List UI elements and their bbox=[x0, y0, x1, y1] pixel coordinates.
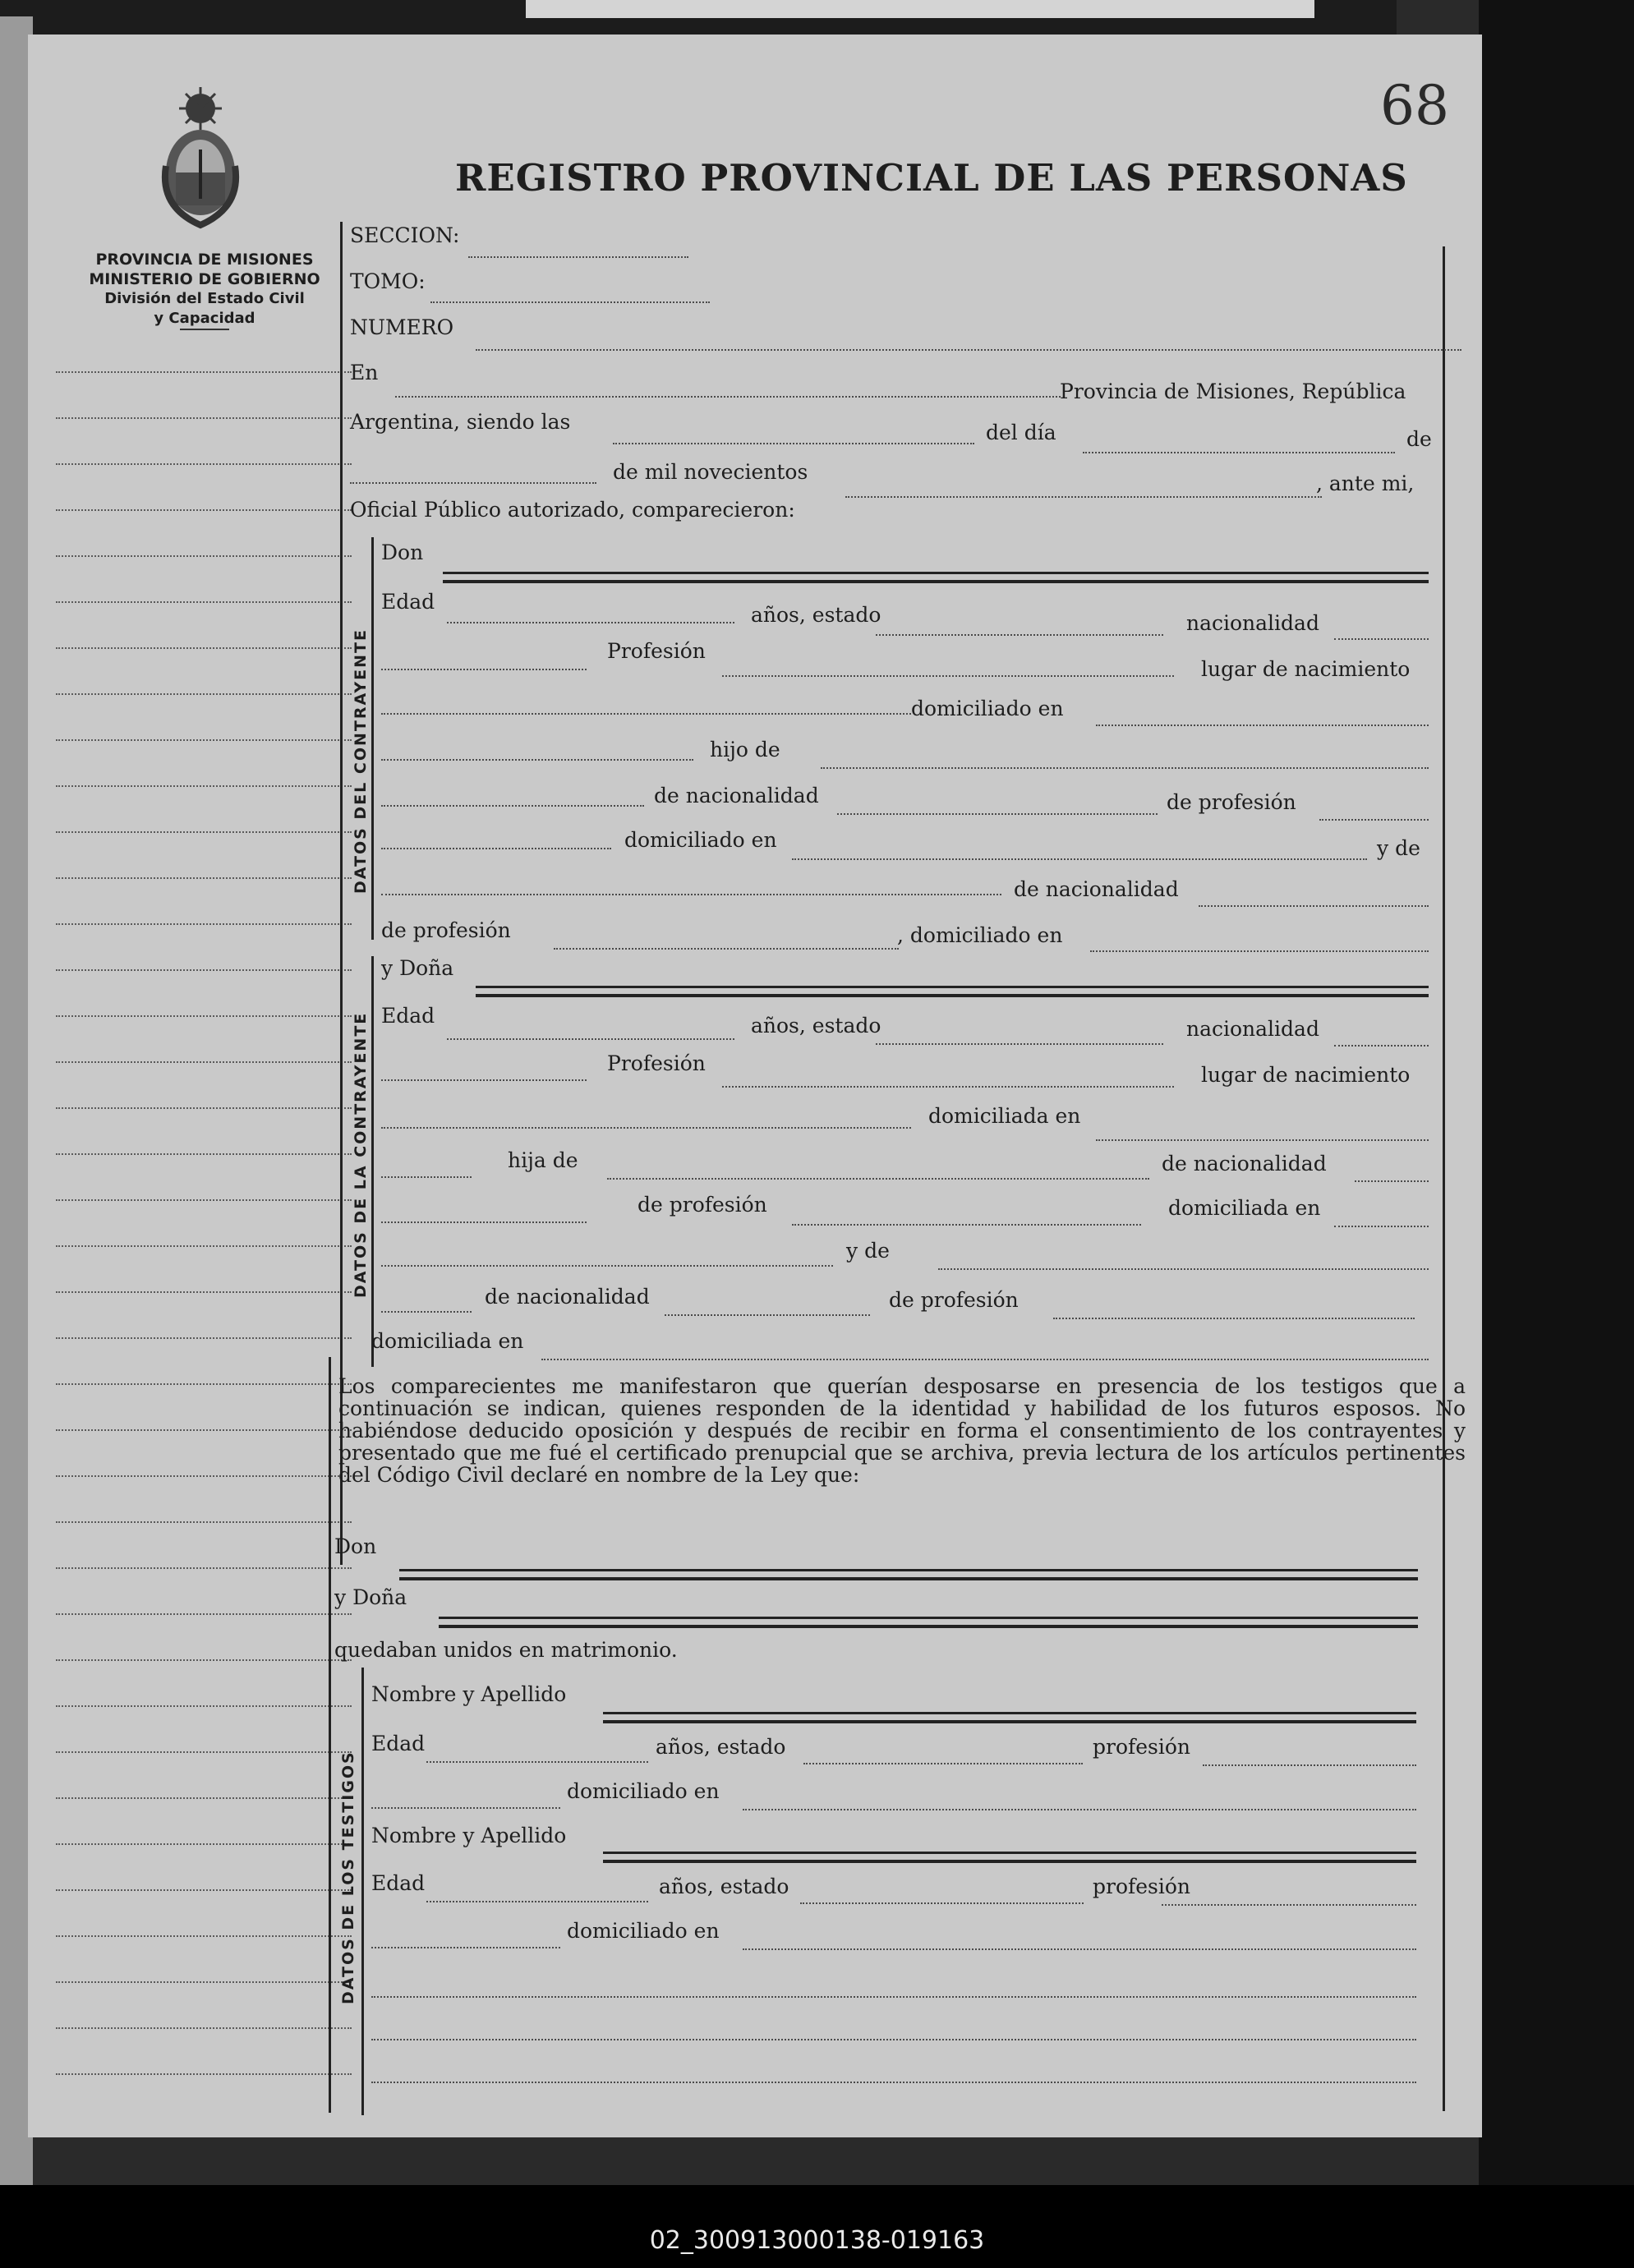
domiciliada2-label: domiciliada en bbox=[1168, 1196, 1321, 1220]
padre-cont-field[interactable] bbox=[381, 805, 644, 807]
padre-nac-field[interactable] bbox=[837, 813, 1158, 815]
margin-rule bbox=[56, 1797, 352, 1799]
madre2-nac-field[interactable] bbox=[665, 1314, 870, 1316]
page-top-strip bbox=[526, 0, 1314, 18]
edad-label: Edad bbox=[381, 590, 435, 614]
domiciliada-label: domiciliada en bbox=[928, 1104, 1081, 1128]
padre2-prof-field[interactable] bbox=[792, 1224, 1141, 1226]
de-profesion-label: de profesión bbox=[1167, 790, 1296, 814]
side-label-contrayente: DATOS DEL CONTRAYENTE bbox=[352, 628, 370, 894]
page-number: 68 bbox=[1380, 74, 1449, 137]
extra-line-1[interactable] bbox=[371, 1996, 1416, 1998]
union-dona-underline bbox=[439, 1625, 1418, 1628]
lugar2-label: lugar de nacimiento bbox=[1201, 1063, 1411, 1087]
lugar2-field[interactable] bbox=[381, 1127, 911, 1129]
padre-dom-field[interactable] bbox=[792, 858, 1367, 860]
testigo1-estado-field[interactable] bbox=[803, 1763, 1083, 1764]
testigo1-domiciliado-label: domiciliado en bbox=[567, 1779, 720, 1803]
de-profesion2-label: de profesión bbox=[381, 918, 511, 942]
de-nacionalidad3-label: de nacionalidad bbox=[1162, 1152, 1327, 1175]
province-label: PROVINCIA DE MISIONES bbox=[95, 251, 314, 269]
seccion-label: SECCION: bbox=[350, 223, 460, 247]
tomo-field[interactable] bbox=[430, 301, 710, 303]
don-underline bbox=[443, 580, 1429, 583]
domiciliada3-label: domiciliada en bbox=[371, 1329, 524, 1353]
hijo-pre-field[interactable] bbox=[381, 759, 693, 761]
margin-rule bbox=[56, 371, 352, 373]
tomo-label: TOMO: bbox=[350, 269, 426, 293]
dia-field[interactable] bbox=[1083, 452, 1395, 453]
union-dona-field[interactable] bbox=[439, 1617, 1418, 1619]
padre-prof-cont-field[interactable] bbox=[381, 848, 611, 849]
margin-rule bbox=[56, 647, 352, 649]
en-label: En bbox=[350, 361, 379, 384]
nacionalidad2-label: nacionalidad bbox=[1186, 1017, 1319, 1041]
side-label-contrayente2: DATOS DE LA CONTRAYENTE bbox=[352, 1011, 370, 1298]
union-don-label: Don bbox=[334, 1534, 377, 1558]
y-de-label: y de bbox=[1377, 836, 1420, 860]
estado-label: años, estado bbox=[751, 603, 881, 627]
estado-field[interactable] bbox=[876, 634, 1163, 636]
madre2-dom-field[interactable] bbox=[541, 1359, 1429, 1360]
padre2-dom-field[interactable] bbox=[1334, 1226, 1429, 1227]
testigo1-nombre-field[interactable] bbox=[603, 1712, 1416, 1714]
margin-rule bbox=[56, 601, 352, 603]
testigo2-dom-field[interactable] bbox=[743, 1948, 1416, 1950]
hijo-de-label: hijo de bbox=[710, 738, 780, 761]
domiciliado3-label: , domiciliado en bbox=[897, 923, 1063, 947]
margin-rule bbox=[56, 693, 352, 695]
de-nacionalidad2-label: de nacionalidad bbox=[1014, 877, 1179, 901]
profesion-pre-field[interactable] bbox=[381, 669, 587, 670]
mil-label: de mil novecientos bbox=[613, 460, 808, 484]
en-field[interactable] bbox=[395, 396, 1061, 398]
margin-rule bbox=[56, 923, 352, 925]
bracket-contrayente bbox=[371, 537, 374, 940]
numero-label: NUMERO bbox=[350, 315, 454, 339]
don-label: Don bbox=[381, 541, 424, 564]
margin-rule bbox=[56, 1843, 352, 1845]
margin-rule bbox=[56, 2027, 352, 2029]
padre2-dom-cont-field[interactable] bbox=[381, 1265, 833, 1267]
de-label: de bbox=[1406, 427, 1432, 451]
profesion-field[interactable] bbox=[722, 675, 1174, 677]
margin-rule bbox=[56, 1337, 352, 1339]
profesion-label: Profesión bbox=[607, 639, 706, 663]
testigo2-edad-field[interactable] bbox=[426, 1901, 648, 1902]
ministry-label: MINISTERIO DE GOBIERNO bbox=[89, 270, 320, 288]
y-de2-label: y de bbox=[846, 1239, 890, 1263]
madre2-field[interactable] bbox=[938, 1268, 1429, 1270]
lugar-label: lugar de nacimiento bbox=[1201, 657, 1411, 681]
margin-rule bbox=[56, 1659, 352, 1661]
bracket-testigos bbox=[361, 1668, 364, 2115]
frame-left-rule bbox=[340, 222, 343, 1565]
testigo1-profesion-field[interactable] bbox=[1203, 1764, 1416, 1766]
dona-underline bbox=[476, 994, 1429, 997]
mes-field[interactable] bbox=[350, 482, 596, 484]
edad2-field[interactable] bbox=[447, 1038, 734, 1040]
margin-rule bbox=[56, 2073, 352, 2075]
margin-rule bbox=[56, 1245, 352, 1247]
edad2-label: Edad bbox=[381, 1004, 435, 1028]
margin-rule bbox=[56, 1015, 352, 1017]
margin-rule bbox=[56, 1061, 352, 1063]
hija-pre-field[interactable] bbox=[381, 1176, 472, 1178]
margin-rule bbox=[56, 1935, 352, 1937]
testigo2-estado-label: años, estado bbox=[659, 1875, 789, 1898]
margin-rule bbox=[56, 1521, 352, 1523]
padre2-cont-field[interactable] bbox=[381, 1221, 587, 1223]
profesion2-label: Profesión bbox=[607, 1051, 706, 1075]
margin-rule bbox=[56, 969, 352, 971]
testigo1-dom-field[interactable] bbox=[743, 1809, 1416, 1810]
estado2-label: años, estado bbox=[751, 1014, 881, 1037]
margin-rule bbox=[56, 463, 352, 465]
provincia-label: Provincia de Misiones, República bbox=[1060, 380, 1406, 403]
numero-field[interactable] bbox=[476, 349, 1461, 351]
seccion-field[interactable] bbox=[468, 256, 688, 258]
margin-ruled-lines bbox=[56, 35, 352, 2121]
argentina-label: Argentina, siendo las bbox=[350, 410, 571, 434]
madre-nac-field[interactable] bbox=[1199, 905, 1429, 907]
nacionalidad-field[interactable] bbox=[1334, 638, 1429, 640]
quedaban-label: quedaban unidos en matrimonio. bbox=[334, 1638, 678, 1662]
estado2-field[interactable] bbox=[876, 1043, 1163, 1045]
madre-dom-field[interactable] bbox=[1090, 950, 1429, 952]
madre-prof-field[interactable] bbox=[554, 948, 899, 950]
capacity-label: y Capacidad bbox=[154, 310, 255, 327]
margin-rule bbox=[56, 1475, 352, 1477]
domicilio-field[interactable] bbox=[1096, 725, 1429, 726]
union-don-field[interactable] bbox=[399, 1569, 1418, 1571]
margin-rule bbox=[56, 1567, 352, 1569]
padre-field[interactable] bbox=[821, 767, 1429, 769]
testigo2-nombre-field[interactable] bbox=[603, 1852, 1416, 1854]
padre2-nac-field[interactable] bbox=[1355, 1180, 1429, 1182]
margin-rule bbox=[56, 1107, 352, 1109]
margin-rule bbox=[56, 1291, 352, 1293]
division-label: División del Estado Civil bbox=[104, 290, 305, 307]
testigo2-profesion-field[interactable] bbox=[1162, 1904, 1416, 1906]
margin-rule bbox=[56, 1981, 352, 1983]
de-nacionalidad4-label: de nacionalidad bbox=[485, 1285, 650, 1309]
margin-rule bbox=[56, 555, 352, 557]
dona-field[interactable] bbox=[476, 986, 1429, 988]
declaration-paragraph: Los comparecientes me manifestaron que querían desposarse en presencia de los testigos que a continuación se indican, quienes responden de la identidad y habilidad de los futuros esposos. No habiéndose deducido oposición y después de recibir en forma el consentimiento de los contrayentes y presentado que me fué el certificado prenupcial que se archiva, previa lectura de los artículos pertinentes del Código Civil declaré en nombre de la Ley que: bbox=[338, 1374, 1466, 1487]
margin-rule bbox=[56, 739, 352, 741]
margin-rule bbox=[56, 877, 352, 879]
de-profesion4-label: de profesión bbox=[889, 1288, 1019, 1312]
testigo1-profesion-label: profesión bbox=[1093, 1735, 1191, 1759]
nacionalidad2-field[interactable] bbox=[1334, 1045, 1429, 1047]
y-dona-label: y Doña bbox=[381, 956, 454, 980]
register-page bbox=[28, 35, 1482, 2137]
padre-prof-field[interactable] bbox=[1319, 819, 1429, 821]
domiciliado2-label: domiciliado en bbox=[624, 828, 777, 852]
profesion2-pre-field[interactable] bbox=[381, 1079, 587, 1081]
edad-field[interactable] bbox=[447, 622, 734, 623]
madre-field[interactable] bbox=[381, 894, 1001, 895]
lugar-field[interactable] bbox=[381, 713, 911, 715]
background-right bbox=[1479, 0, 1634, 2268]
frame-left-rule-lower bbox=[329, 1357, 331, 2113]
del-dia-label: del día bbox=[986, 421, 1056, 444]
padre2-field[interactable] bbox=[607, 1178, 1149, 1180]
oficial-label: Oficial Público autorizado, comparecieron: bbox=[350, 498, 795, 522]
domicilio2-field[interactable] bbox=[1096, 1139, 1429, 1141]
madre2-pre-field[interactable] bbox=[381, 1311, 472, 1313]
margin-rule bbox=[56, 509, 352, 511]
bracket-contrayente2 bbox=[371, 956, 374, 1367]
testigo2-pre-dom-field[interactable] bbox=[371, 1947, 560, 1948]
margin-rule bbox=[56, 785, 352, 787]
profesion2-field[interactable] bbox=[722, 1086, 1174, 1088]
margin-rule bbox=[56, 417, 352, 419]
anio-field[interactable] bbox=[845, 496, 1322, 498]
testigo2-nombre-underline bbox=[603, 1860, 1416, 1863]
domiciliado-label: domiciliado en bbox=[911, 697, 1064, 720]
testigo2-domiciliado-label: domiciliado en bbox=[567, 1919, 720, 1943]
testigo1-pre-dom-field[interactable] bbox=[371, 1807, 560, 1809]
testigo1-nombre-label: Nombre y Apellido bbox=[371, 1682, 567, 1706]
nacionalidad-label: nacionalidad bbox=[1186, 611, 1319, 635]
file-caption: 02_300913000138-019163 bbox=[649, 2226, 985, 2255]
margin-rule bbox=[56, 1889, 352, 1891]
margin-rule bbox=[56, 1383, 352, 1385]
extra-line-3[interactable] bbox=[371, 2082, 1416, 2083]
margin-rule bbox=[56, 831, 352, 833]
side-label-testigos: DATOS DE LOS TESTIGOS bbox=[339, 1750, 357, 2004]
margin-rule bbox=[56, 1153, 352, 1155]
don-field[interactable] bbox=[443, 572, 1429, 574]
testigo1-estado-label: años, estado bbox=[656, 1735, 786, 1759]
testigo1-nombre-underline bbox=[603, 1720, 1416, 1723]
de-nacionalidad-label: de nacionalidad bbox=[654, 784, 819, 807]
margin-rule bbox=[56, 1429, 352, 1431]
margin-rule bbox=[56, 1613, 352, 1615]
margin-rule bbox=[56, 1751, 352, 1753]
ante-mi-label: , ante mi, bbox=[1316, 472, 1415, 495]
testigo2-profesion-label: profesión bbox=[1093, 1875, 1191, 1898]
frame-right-rule bbox=[1443, 246, 1445, 2111]
extra-line-2[interactable] bbox=[371, 2039, 1416, 2040]
testigo1-edad-field[interactable] bbox=[426, 1761, 648, 1763]
de-profesion3-label: de profesión bbox=[637, 1193, 767, 1217]
hora-field[interactable] bbox=[613, 443, 974, 444]
page-title: REGISTRO PROVINCIAL DE LAS PERSONAS bbox=[455, 156, 1408, 200]
madre2-prof-field[interactable] bbox=[1053, 1318, 1415, 1319]
hija-de-label: hija de bbox=[508, 1148, 578, 1172]
testigo2-estado-field[interactable] bbox=[800, 1902, 1084, 1904]
margin-rule bbox=[56, 1199, 352, 1201]
union-dona-label: y Doña bbox=[334, 1585, 407, 1609]
testigo2-nombre-label: Nombre y Apellido bbox=[371, 1824, 567, 1847]
union-don-underline bbox=[399, 1577, 1418, 1580]
testigo2-edad-label: Edad bbox=[371, 1871, 426, 1895]
margin-rule bbox=[56, 1705, 352, 1707]
testigo1-edad-label: Edad bbox=[371, 1732, 426, 1755]
